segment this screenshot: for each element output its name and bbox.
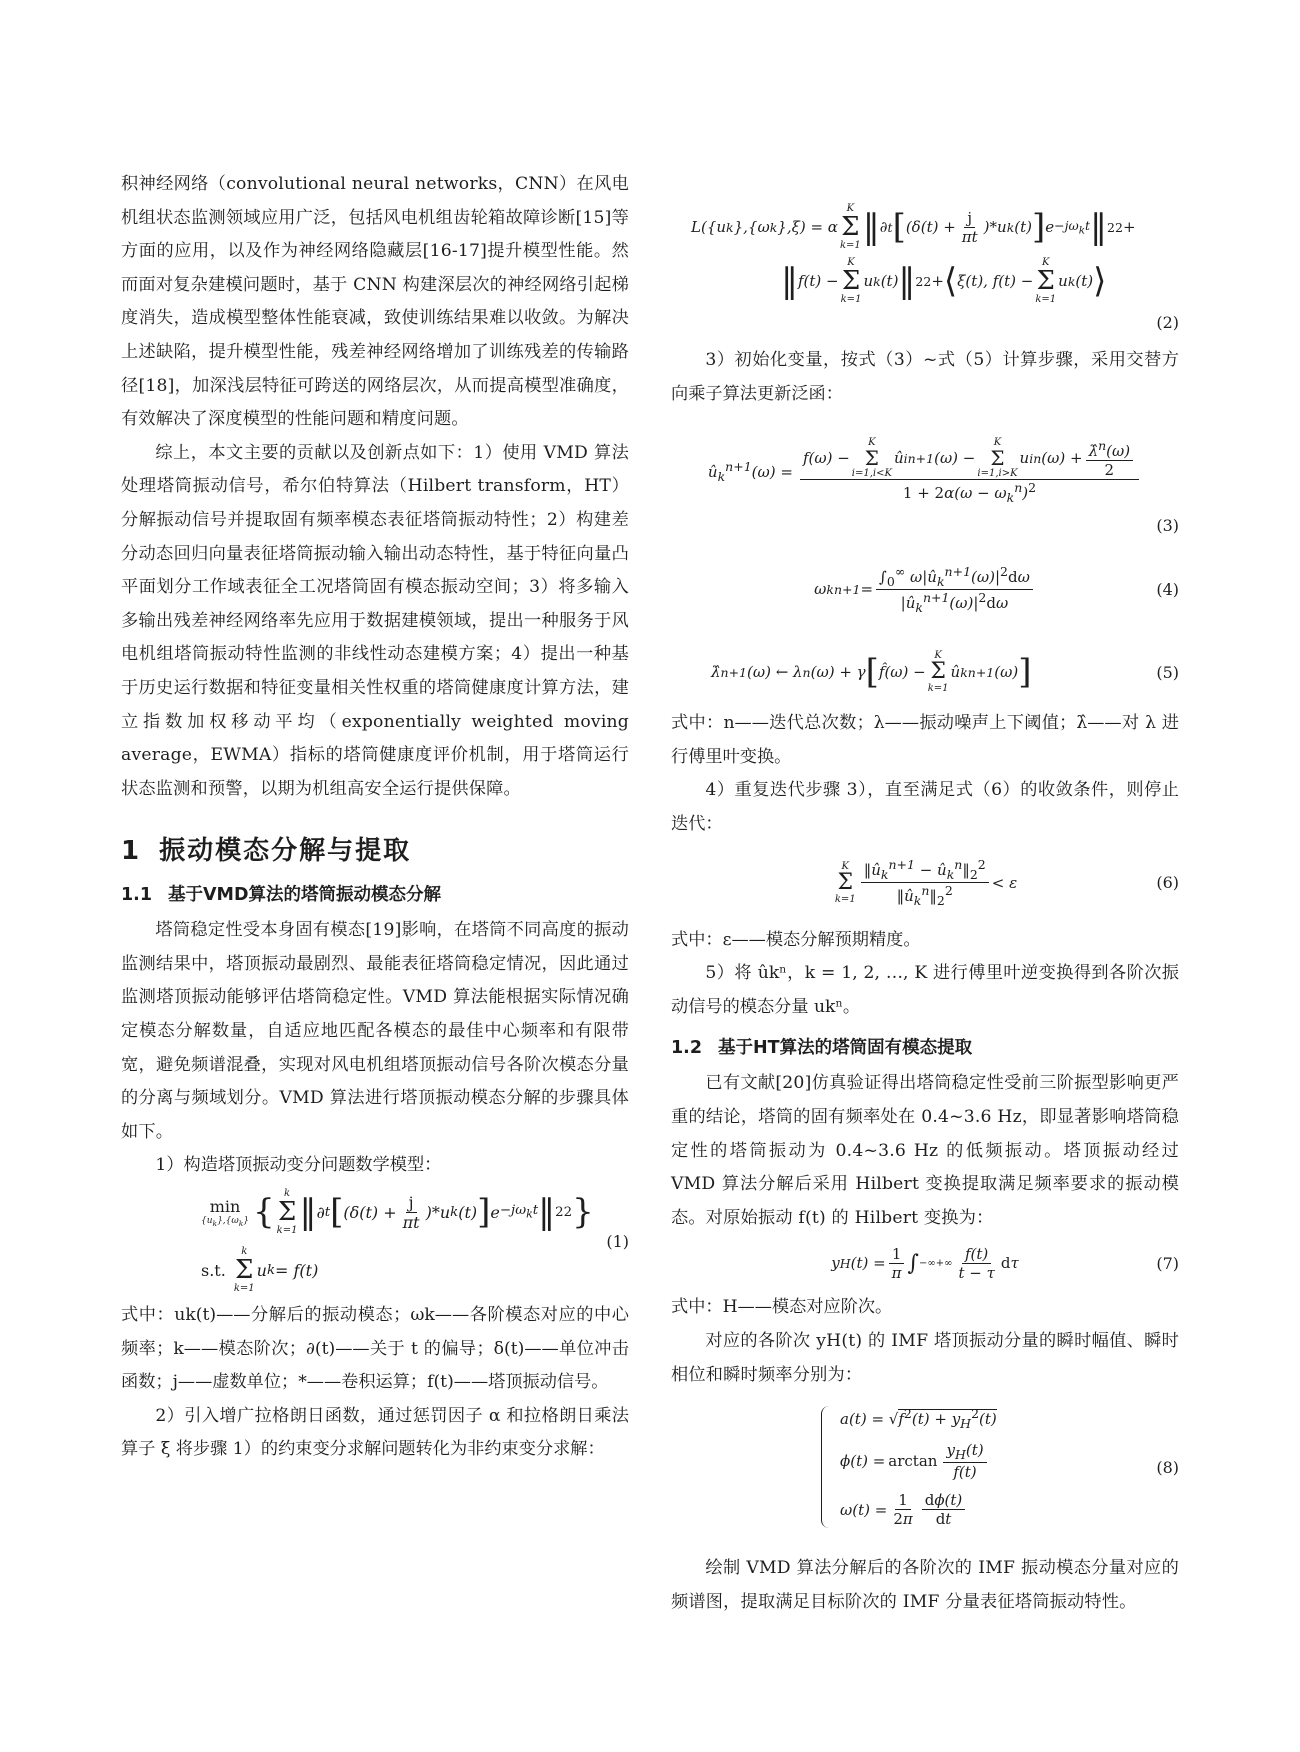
equation-7-note: 式中：H——模态对应阶次。 <box>671 1297 893 1318</box>
section-1-2-title: 基于HT算法的塔筒固有模态提取 <box>718 1038 973 1059</box>
equation-8-number: (8) <box>1156 1457 1179 1477</box>
equation-2: L({u k },{ω k },ξ) = α K Σ k=1 ‖ ∂ t [ (δ(t) + $\frac{j}{\pi t}$ )*u k (t) ] e $-j\omega_kt$ ‖ 2 2 + ‖ f(t) − K Σ k=1 u k (t) ‖ 2 2 + ⟨ ξ(t), f(t) − K Σ k=1 u k (t) ⟩ (2) <box>691 203 1179 332</box>
intro-paragraph: 积神经网络（convolutional neural networks，CNN）在风电机组状态监测领域应用广泛，包括风电机组齿轮箱故障诊断[15]等方面的应用，以及作为神经网络隐藏层[16-17]提升模型性能。然而面对复杂建模问题时，基于 CNN 构建深层次的神经网络引起梯度消失，造成模型整体性能衰减，致使训练结果难以收敛。为解决上述缺陷，提升模型性能，残差神经网络增加了训练残差的传输路径[18]，加深浅层特征可跨送的网络层次，从而提高模型准确度，有效解决了深度模型的性能问题和精度问题。 <box>121 174 629 430</box>
right-column <box>671 180 1179 1619</box>
step-5: 5）将 ûkⁿ，k = 1, 2, …, K 进行傅里叶逆变换得到各阶次振动信号的模态分量 ukⁿ。 <box>671 963 1179 1017</box>
equation-4: ω k n+1 = $\frac{\int_0^\infty \omega|û_k^{n+1}(\omega)|^2d\omega}{|û_k^{n+1}(\omega)|^2d\omega}$ (4) <box>814 563 1179 615</box>
equation-1-number: (1) <box>606 1231 629 1251</box>
equation-6-number: (6) <box>1156 873 1179 893</box>
step-1: 1）构造塔顶振动变分问题数学模型： <box>155 1155 442 1176</box>
equation-6-note: 式中：ε——模态分解预期精度。 <box>671 929 921 950</box>
equation-5-number: (5) <box>1156 662 1179 682</box>
equation-4-number: (4) <box>1156 579 1179 599</box>
equation-3-number: (3) <box>1156 516 1179 536</box>
left-column <box>121 168 629 1467</box>
equation-7-number: (7) <box>1156 1253 1179 1273</box>
equation-2-number: (2) <box>1156 313 1179 332</box>
section-1-number: 1 <box>121 836 142 867</box>
step-2: 2）引入增广拉格朗日函数，通过惩罚因子 α 和拉格朗日乘法算子 ξ 将步骤 1）的约束变分求解问题转化为非约束变分求解： <box>121 1405 629 1460</box>
equation-7: y H (t) = $\frac{1}{\pi}$ ∫ −∞ +∞ $\frac{f(t)}{t - \tau}$ d τ (7) <box>831 1244 1179 1282</box>
section-1-2-number: 1.2 <box>671 1038 703 1059</box>
contributions-paragraph: 综上，本文主要的贡献以及创新点如下：1）使用 VMD 算法处理塔筒振动信号，希尔伯特算法（Hilbert transform，HT）分解振动信号并提取固有频率模态表征塔筒振动特性；2）构建差分动态回归向量表征塔筒振动输入输出动态特性，基于特征向量凸平面划分工作域表征全工况塔筒固有模态振动空间；3）将多输入多输出残差神经网络率先应用于数据建模领域，提出一种服务于风电机组塔筒振动特性监测的非线性动态建模方案；4）提出一种基于历史运行数据和特征变量相关性权重的塔筒健康度计算方法，建立指数加权移动平均（exponentially weighted moving average，EWMA）指标的塔筒健康度评价机制，用于塔筒运行状态监测和预警，以期为机组高安全运行提供保障。 <box>121 442 629 799</box>
equation-5-note: 式中：n——迭代总次数；λ——振动噪声上下阈值；λ̂——对 λ 进行傅里叶变换。 <box>671 713 1179 767</box>
section-1-heading <box>121 830 629 867</box>
section-1-1-heading <box>121 881 629 906</box>
final-paragraph: 绘制 VMD 算法分解后的各阶次的 IMF 振动模态分量对应的频谱图，提取满足目标阶次的 IMF 分量表征塔筒振动特性。 <box>671 1558 1179 1612</box>
equation-5: λ̂ n+1 (ω) ← λ n (ω) + γ [ f̂(ω) − K Σ k=1 û k n+1 (ω) ] (5) <box>711 650 1179 695</box>
section-1-1-number: 1.1 <box>121 885 153 906</box>
equation-3: $û_k^{n+1}(\omega)$ = f(ω) − K Σ i=1,i<K û i n+1 (ω) − K Σ i=1,i>K u i n (ω) + $\frac{\lambdâ^n(\omega)}{2}$ $1 + 2\alpha(\omega - \omega_k^n)^2$ (3) <box>707 437 1179 536</box>
equation-1-note: 式中：uk(t)——分解后的振动模态；ωk——各阶模态对应的中心频率；k——模态阶次；∂(t)——关于 t 的偏导；δ(t)——单位冲击函数；j——虚数单位；*——卷积运算；f(t)——塔顶振动信号。 <box>121 1305 629 1393</box>
step-3: 3）初始化变量，按式（3）~式（5）计算步骤，采用交替方向乘子算法更新泛函： <box>671 350 1179 404</box>
section-1-2-heading <box>671 1034 1179 1059</box>
section-1-title: 振动模态分解与提取 <box>159 836 412 867</box>
vmd-paragraph: 塔筒稳定性受本身固有模态[19]影响，在塔筒不同高度的振动监测结果中，塔顶振动最剧烈、最能表征塔筒稳定情况，因此通过监测塔顶振动能够评估塔筒稳定性。VMD 算法能根据实际情况确定模态分解数量，自适应地匹配各模态的最佳中心频率和有限带宽，避免频谱混叠，实现对风电机组塔顶振动信号各阶次模态分量的分离与频域划分。VMD 算法进行塔顶振动模态分解的步骤具体如下。 <box>121 920 629 1142</box>
ht-paragraph: 已有文献[20]仿真验证得出塔筒稳定性受前三阶振型影响更严重的结论，塔筒的固有频率处在 0.4~3.6 Hz，即显著影响塔筒稳定性的塔筒振动为 0.4~3.6 Hz 的低频振动。塔顶振动经过 VMD 算法分解后采用 Hilbert 变换提取满足频率要求的振动模态。对原始振动 f(t) 的 Hilbert 变换为： <box>671 1073 1179 1228</box>
equation-6: K Σ k=1 $\frac{‖û_k^{n+1} - û_k^n‖_2^2}{‖û_k^n‖_2^2}$ < ε (6) <box>834 857 1179 909</box>
section-1-1-title: 基于VMD算法的塔筒振动模态分解 <box>168 885 441 906</box>
equation-8: $a(t) = √f^2(t) + y_H^2(t)$ ϕ(t) = arctan $\frac{y_H(t)}{f(t)}$ ω(t) = $\frac{1}{2\pi}$ $\frac{d\phi(t)}{dt}$ (8) <box>671 1392 1179 1542</box>
step-4: 4）重复迭代步骤 3），直至满足式（6）的收敛条件，则停止迭代： <box>671 780 1179 834</box>
equation-1: min $\{u_k\},\{\omega_k\}$ { k Σ k=1 ‖ ∂ t [ (δ(t) + $\frac{j}{\pi t}$ )*u k (t) ] e $-j\omega_kt$ ‖ 2 2 } s.t. k Σ k=1 u k = f(t) (1) <box>201 1188 629 1295</box>
imf-paragraph: 对应的各阶次 yH(t) 的 IMF 塔顶振动分量的瞬时幅值、瞬时相位和瞬时频率分别为： <box>671 1330 1179 1385</box>
